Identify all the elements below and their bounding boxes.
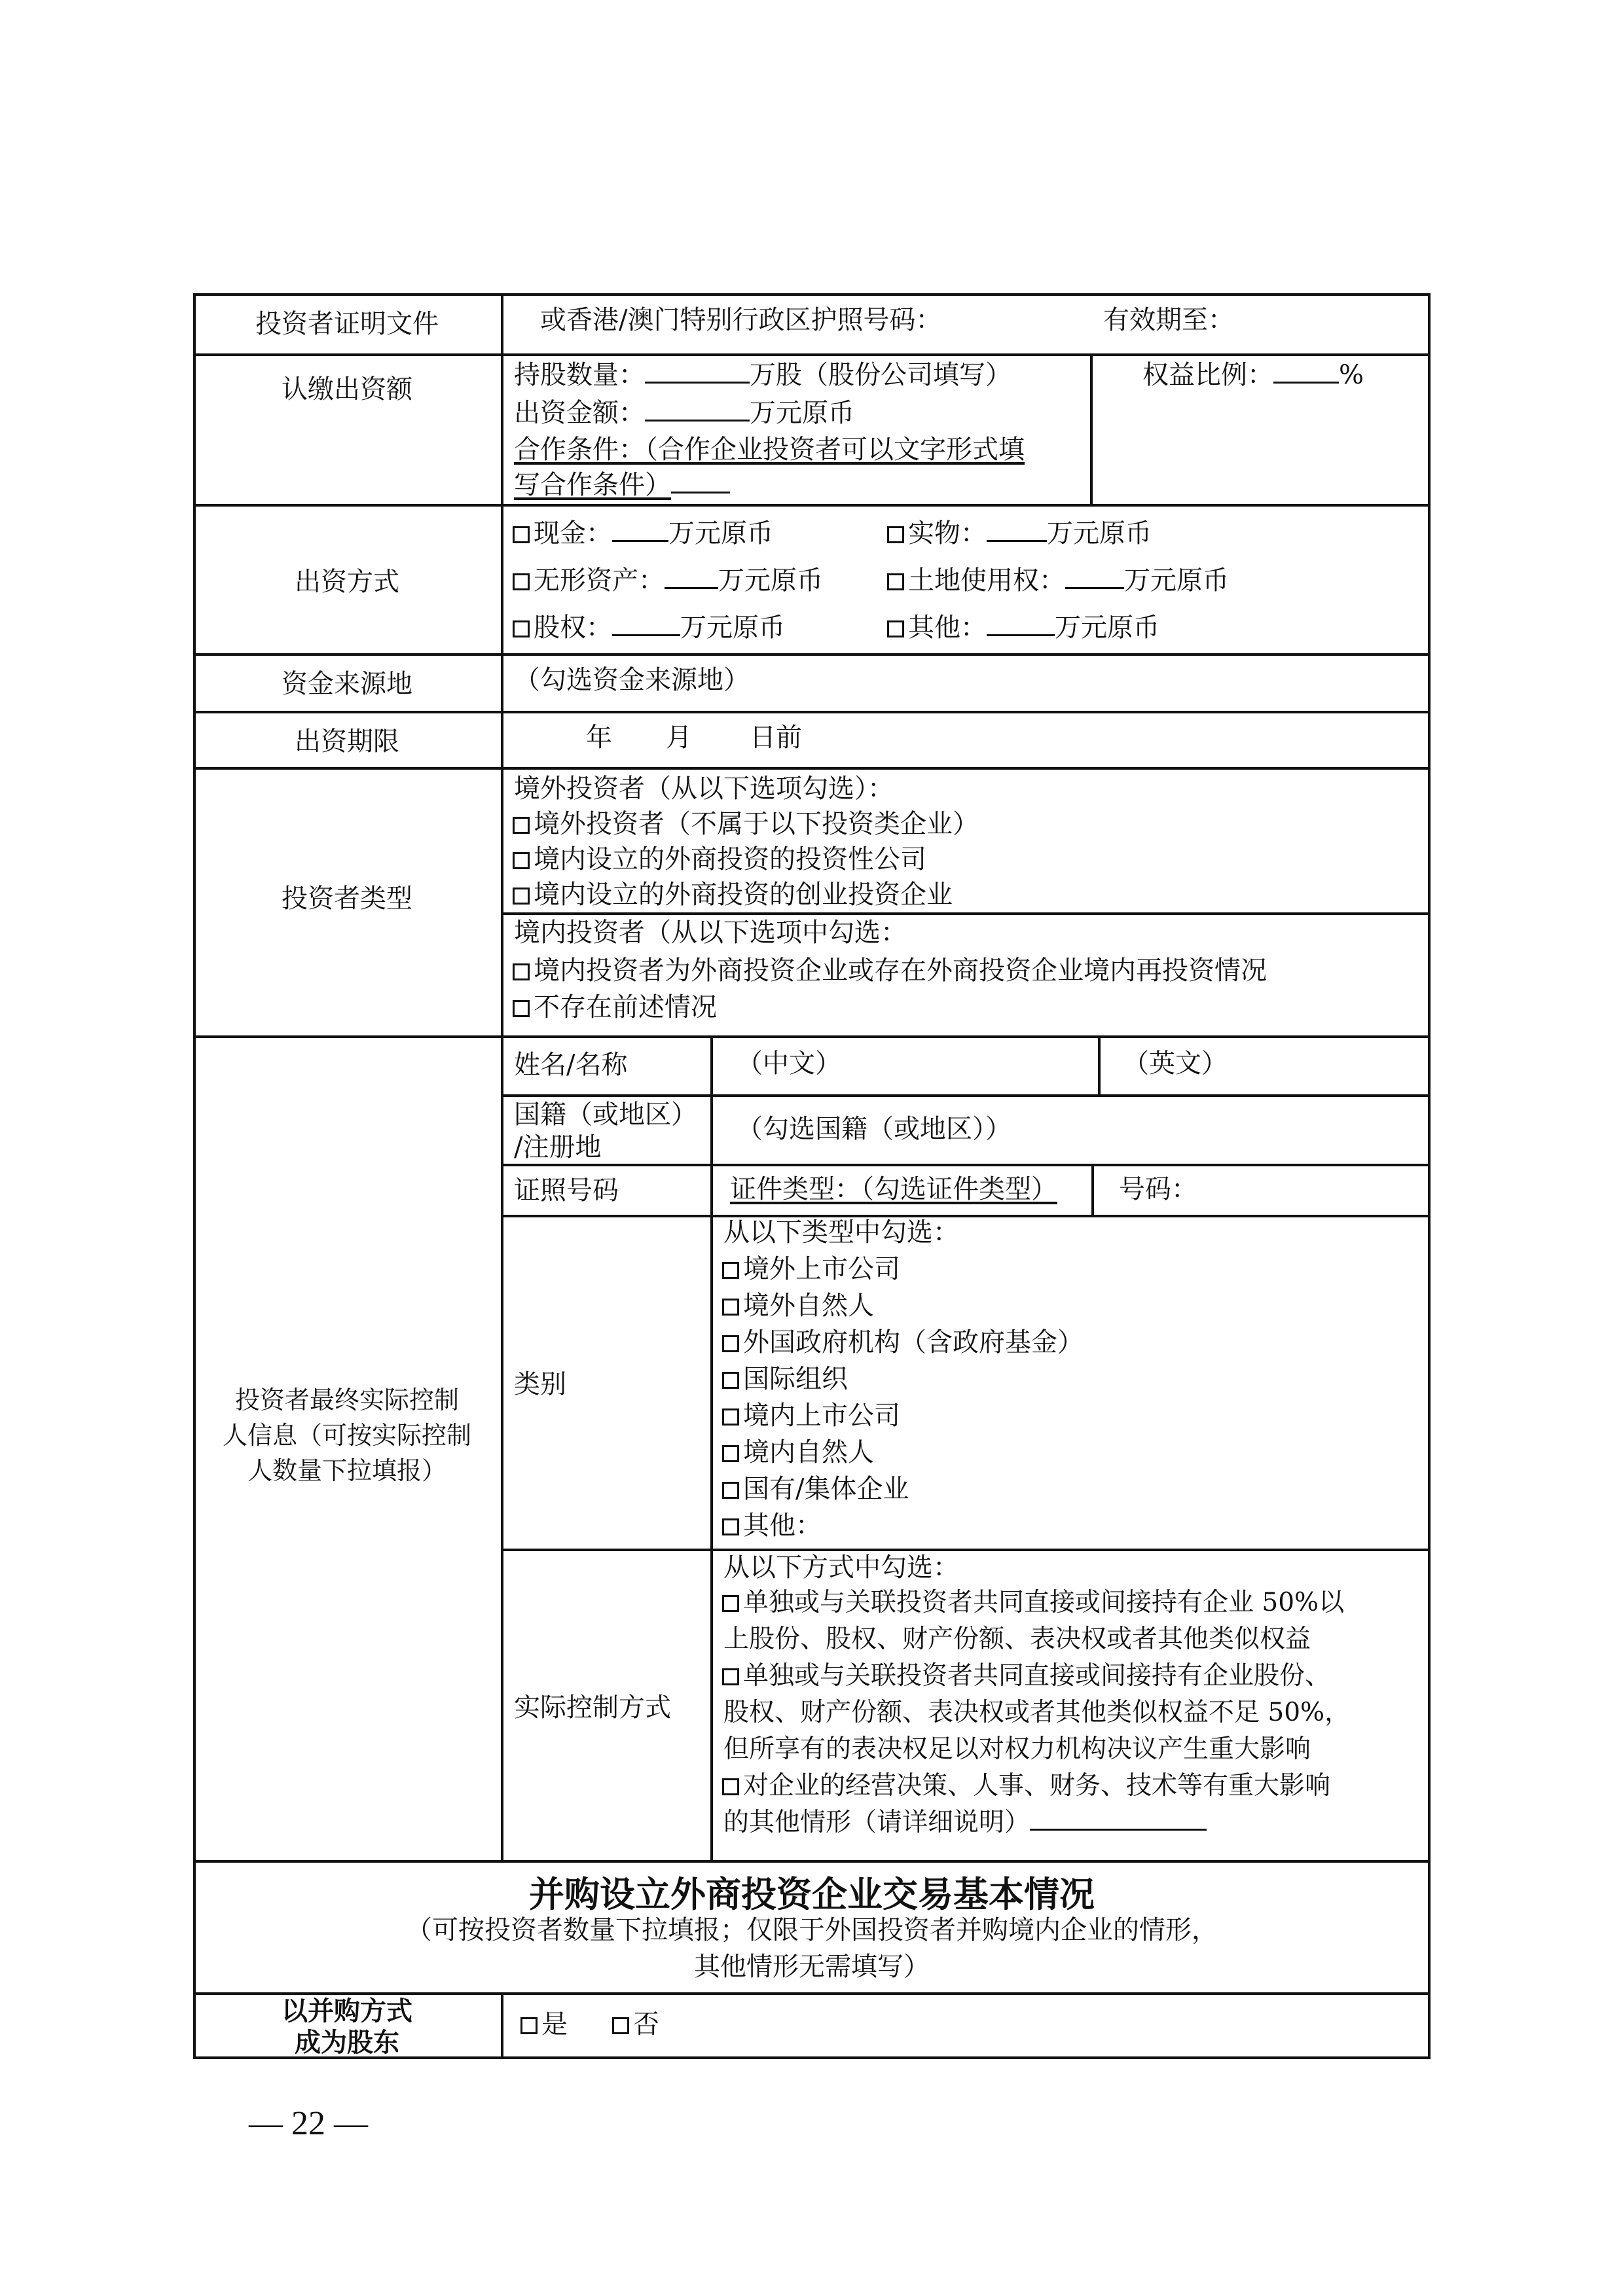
rule bbox=[501, 1164, 1431, 1166]
ctrl-line: 单独或与关联投资者共同直接或间接持有企业 50%以 bbox=[722, 1587, 1344, 1619]
method-intangible: 无形资产： 万元原币 bbox=[513, 564, 823, 597]
checkbox[interactable] bbox=[520, 2017, 538, 2034]
checkbox[interactable] bbox=[722, 1408, 739, 1426]
method-goods: 实物： 万元原币 bbox=[887, 517, 1152, 550]
checkbox[interactable] bbox=[722, 1445, 739, 1462]
rule bbox=[1098, 1035, 1101, 1096]
cat-item: 境内上市公司 bbox=[722, 1399, 900, 1432]
cert-text: 或香港/澳门特别行政区护照号码： bbox=[540, 305, 942, 335]
ctrl-line: 上股份、股权、财产份额、表决权或者其他类似权益 bbox=[723, 1624, 1311, 1654]
method-stock: 股权： 万元原币 bbox=[513, 611, 785, 644]
checkbox[interactable] bbox=[722, 1299, 739, 1316]
rule bbox=[1428, 293, 1431, 2059]
cat-item: 境内自然人 bbox=[722, 1436, 874, 1469]
name-en: （英文） bbox=[1123, 1049, 1228, 1079]
source-text: （勾选资金来源地） bbox=[514, 665, 750, 695]
name-label: 姓名/名称 bbox=[514, 1050, 628, 1080]
ctrl-head: 从以下方式中勾选： bbox=[723, 1552, 959, 1583]
rule bbox=[501, 293, 503, 1861]
rule bbox=[501, 1094, 1431, 1097]
type-f1: 境外投资者（不属于以下投资类企业） bbox=[513, 808, 979, 840]
id-no: 号码： bbox=[1119, 1174, 1197, 1204]
cat-item: 境外自然人 bbox=[722, 1289, 874, 1322]
cat-item: 境外上市公司 bbox=[722, 1253, 900, 1285]
rule bbox=[193, 1860, 1431, 1863]
controller-label3: 人数量下拉填报） bbox=[247, 1456, 447, 1485]
term-day: 日前 bbox=[750, 723, 802, 753]
merger-title: 并购设立外商投资企业交易基本情况 bbox=[529, 1874, 1095, 1915]
term-month: 月 bbox=[666, 723, 692, 753]
rule bbox=[193, 1035, 1431, 1038]
checkbox[interactable] bbox=[722, 1335, 739, 1352]
ctrl-line: 但所享有的表决权足以对权力机构决议产生重大影响 bbox=[723, 1734, 1311, 1764]
checkbox[interactable] bbox=[513, 620, 530, 637]
ctrl-line: 对企业的经营决策、人事、财务、技术等有重大影响 bbox=[722, 1770, 1330, 1803]
method-land: 土地使用权： 万元原币 bbox=[887, 564, 1229, 597]
coop-row2: 写合作条件） bbox=[514, 469, 730, 501]
rule bbox=[710, 1035, 713, 1861]
id-label: 证照号码 bbox=[514, 1175, 619, 1206]
rule bbox=[193, 504, 1431, 507]
checkbox[interactable] bbox=[612, 2017, 629, 2034]
checkbox[interactable] bbox=[513, 1000, 530, 1017]
coop-row: 合作条件：（合作企业投资者可以文字形式填 bbox=[514, 435, 1025, 465]
checkbox[interactable] bbox=[513, 888, 530, 905]
method-label: 出资方式 bbox=[295, 567, 399, 597]
checkbox[interactable] bbox=[722, 1482, 739, 1499]
type-d1: 境内投资者为外商投资企业或存在外商投资企业境内再投资情况 bbox=[513, 954, 1267, 987]
investor-form bbox=[193, 293, 1431, 2059]
subscribe-label: 认缴出资额 bbox=[282, 374, 412, 404]
type-domestic-head: 境内投资者（从以下选项中勾选： bbox=[514, 918, 907, 948]
rule bbox=[193, 653, 1431, 656]
type-foreign-head: 境外投资者（从以下选项勾选）： bbox=[514, 774, 894, 804]
equity-row: 权益比例： % bbox=[1142, 360, 1364, 390]
checkbox[interactable] bbox=[722, 1668, 739, 1685]
cert-valid: 有效期至： bbox=[1103, 305, 1234, 335]
checkbox[interactable] bbox=[887, 526, 904, 543]
rule bbox=[193, 767, 1431, 770]
checkbox[interactable] bbox=[722, 1262, 739, 1279]
type-f3: 境内设立的外商投资的创业投资企业 bbox=[513, 878, 953, 911]
name-cn: （中文） bbox=[737, 1049, 841, 1079]
nat-text: （勾选国籍（或地区）） bbox=[737, 1114, 1012, 1144]
term-label: 出资期限 bbox=[295, 726, 399, 757]
cat-label: 类别 bbox=[514, 1369, 566, 1399]
rule bbox=[193, 293, 1431, 296]
checkbox[interactable] bbox=[513, 852, 530, 869]
rule bbox=[501, 1992, 503, 2058]
cat-item: 国有/集体企业 bbox=[722, 1473, 909, 1505]
checkbox[interactable] bbox=[887, 620, 904, 637]
merger-no: 否 bbox=[612, 2008, 659, 2041]
id-type: 证件类型：（勾选证件类型） bbox=[730, 1174, 1057, 1204]
rule bbox=[1090, 353, 1093, 505]
method-other: 其他： 万元原币 bbox=[887, 611, 1159, 644]
page-number: — 22 — bbox=[249, 2105, 368, 2142]
cat-item: 其他： bbox=[722, 1509, 822, 1542]
rule bbox=[193, 711, 1431, 713]
controller-label2: 人信息（可按实际控制 bbox=[222, 1421, 471, 1450]
type-f2: 境内设立的外商投资的投资性公司 bbox=[513, 843, 926, 876]
checkbox[interactable] bbox=[722, 1518, 739, 1535]
amount-row: 出资金额： 万元原币 bbox=[514, 398, 854, 428]
merger-note2: 其他情形无需填写） bbox=[694, 1952, 930, 1982]
source-label: 资金来源地 bbox=[282, 669, 412, 699]
checkbox[interactable] bbox=[513, 526, 530, 543]
rule bbox=[1091, 1164, 1094, 1216]
ctrl-line: 股权、财产份额、表决权或者其他类似权益不足 50%， bbox=[723, 1698, 1351, 1727]
type-d2: 不存在前述情况 bbox=[513, 991, 717, 1024]
merger-label1: 以并购方式 bbox=[282, 1996, 412, 2026]
method-cash: 现金： 万元原币 bbox=[513, 517, 773, 550]
merger-note1: （可按投资者数量下拉填报；仅限于外国投资者并购境内企业的情形， bbox=[406, 1915, 1218, 1945]
ctrl-label: 实际控制方式 bbox=[514, 1693, 671, 1723]
merger-yes: 是 bbox=[520, 2008, 568, 2041]
controller-label1: 投资者最终实际控制 bbox=[234, 1386, 459, 1414]
checkbox[interactable] bbox=[722, 1778, 739, 1795]
term-year: 年 bbox=[586, 723, 612, 753]
checkbox[interactable] bbox=[887, 573, 904, 590]
rule bbox=[501, 1549, 1431, 1551]
checkbox[interactable] bbox=[722, 1372, 739, 1389]
ctrl-line: 单独或与关联投资者共同直接或间接持有企业股份、 bbox=[722, 1660, 1330, 1693]
cat-item: 外国政府机构（含政府基金） bbox=[722, 1326, 1084, 1359]
checkbox[interactable] bbox=[722, 1595, 739, 1612]
checkbox[interactable] bbox=[513, 817, 530, 834]
checkbox[interactable] bbox=[513, 963, 530, 980]
shares-row: 持股数量： 万股（股份公司填写） bbox=[514, 360, 1012, 390]
nat-label1: 国籍（或地区） bbox=[514, 1100, 697, 1130]
type-label: 投资者类型 bbox=[282, 884, 412, 914]
rule bbox=[193, 293, 196, 2059]
nat-label2: /注册地 bbox=[514, 1132, 602, 1162]
rule bbox=[193, 353, 1431, 356]
rule bbox=[501, 912, 1431, 915]
rule bbox=[501, 1215, 1431, 1217]
merger-label2: 成为股东 bbox=[295, 2028, 399, 2058]
cat-head: 从以下类型中勾选： bbox=[723, 1217, 959, 1247]
ctrl-line: 的其他情形（请详细说明） bbox=[723, 1806, 1207, 1839]
checkbox[interactable] bbox=[513, 573, 530, 590]
cat-item: 国际组织 bbox=[722, 1363, 848, 1395]
cert-label: 投资者证明文件 bbox=[255, 309, 439, 339]
